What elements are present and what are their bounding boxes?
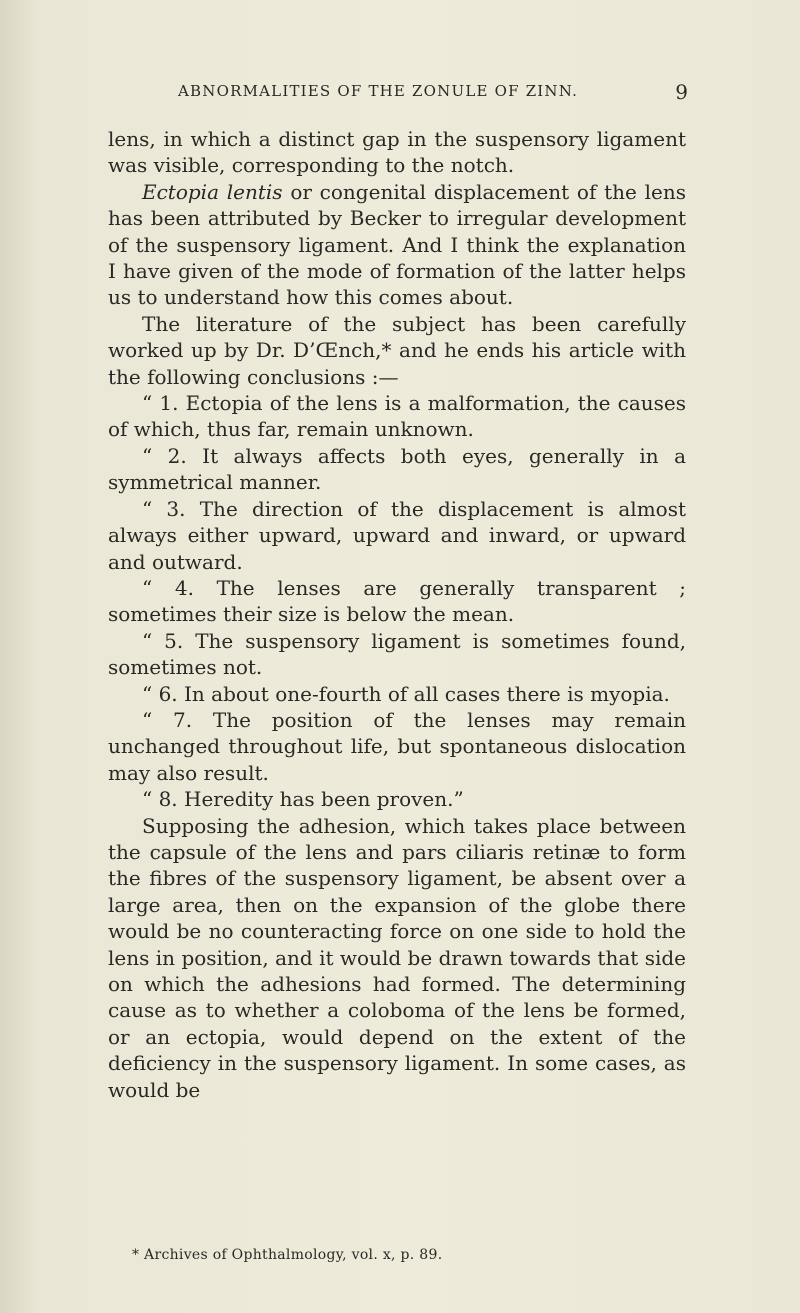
conclusion-item: “ 4. The lenses are generally transparent ; sometimes their size is below the mean. (108, 575, 686, 627)
footnote: * Archives of Ophthalmology, vol. x, p. 89. (132, 1247, 443, 1263)
conclusion-item: “ 5. The suspensory ligament is sometimes found, sometimes not. (108, 628, 686, 680)
paragraph (108, 179, 686, 311)
conclusion-item: “ 7. The position of the lenses may remain unchanged throughout life, but spontaneous dislocation may also result. (108, 707, 686, 785)
conclusion-item: “ 1. Ectopia of the lens is a malformation, the causes of which, thus far, remain unknown. (108, 391, 686, 442)
paragraph-text: or congenital displacement of the lens has been attributed by Becker to irregular development of the suspensory ligament. And I think the explanation I have given of the mode of formation of the latter helps us to understand how this comes about. (108, 179, 687, 310)
conclusion-item: “ 6. In about one-fourth of all cases there is myopia. (142, 681, 670, 706)
paragraph-lead-italic: Ectopia lentis (142, 179, 283, 204)
page-header (108, 82, 688, 106)
paragraph: lens, in which a distinct gap in the suspensory ligament was visible, corresponding to the notch. (108, 127, 686, 178)
page-number: 9 (675, 80, 688, 104)
conclusion-item: “ 2. It always affects both eyes, generally in a symmetrical manner. (108, 443, 686, 495)
paragraph: Supposing the adhesion, which takes place between the capsule of the lens and pars ciliaris retinæ to form the fibres of the suspensory ligament, be absent over a large area, then on the expansion of the globe there would be no counteracting force on one side to hold the lens in position, and it would be drawn towards that side on which the adhesions had formed. The determining cause as to whether a coloboma of the lens be formed, or an ectopia, would depend on the extent of the deficiency in the suspensory ligament. In some cases, as would be (108, 813, 686, 1102)
paragraph: The literature of the subject has been carefully worked up by Dr. D’Œnch,* and he ends his article with the following conclusions :— (108, 311, 686, 389)
body-text (108, 126, 686, 1103)
running-title: ABNORMALITIES OF THE ZONULE OF ZINN. (178, 82, 579, 100)
conclusion-item: “ 8. Heredity has been proven.” (142, 787, 464, 812)
conclusion-item: “ 3. The direction of the displacement is almost always either upward, upward and inward, or upward and outward. (108, 496, 686, 574)
